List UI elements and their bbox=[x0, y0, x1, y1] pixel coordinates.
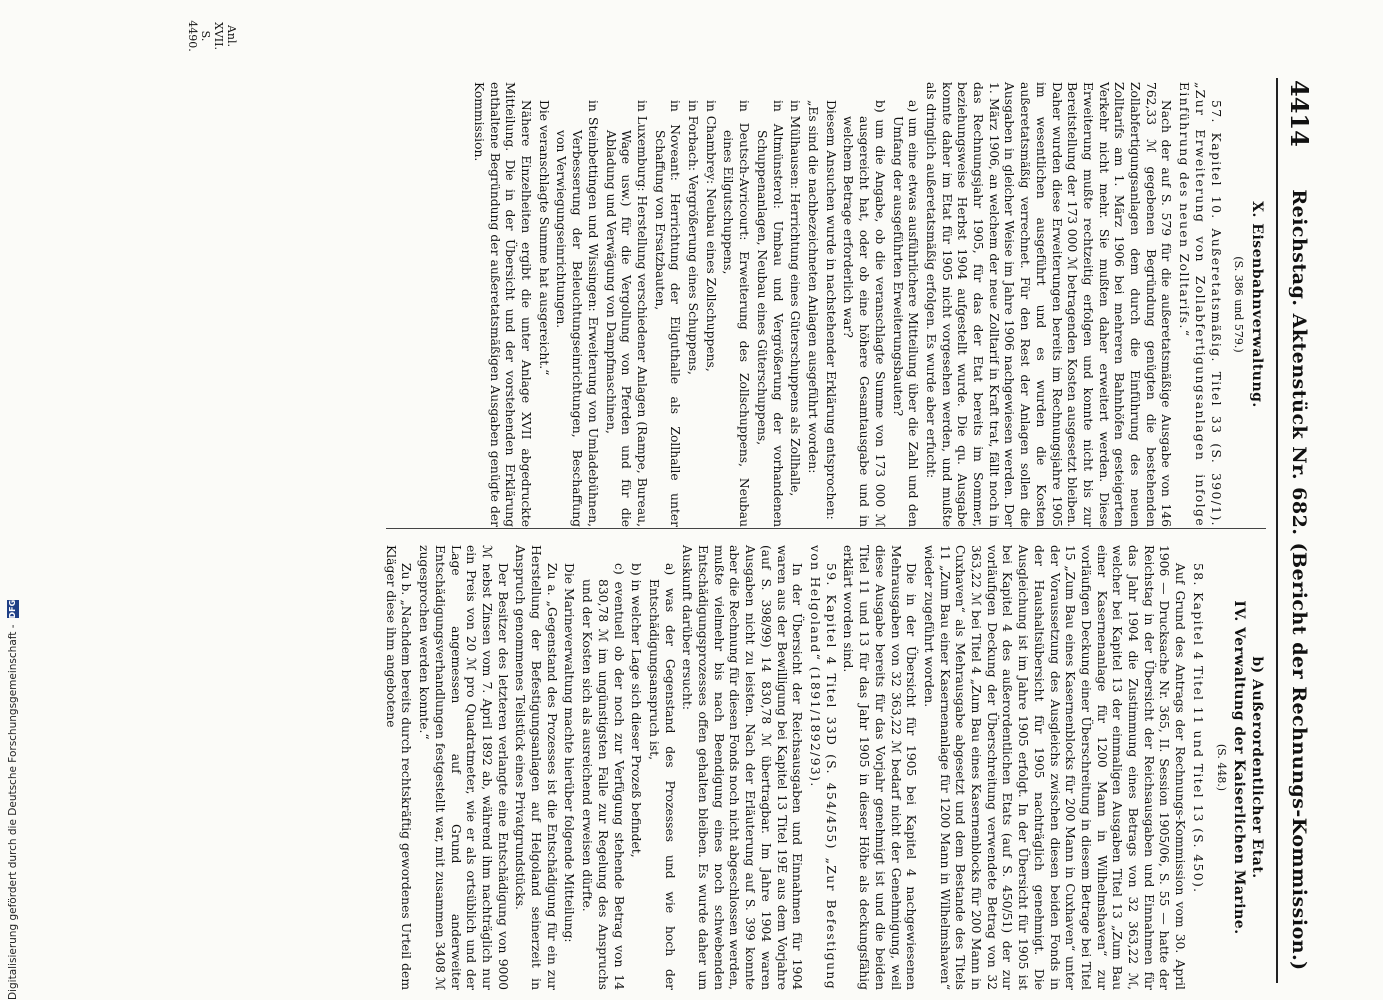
section-title-marine: IV. Verwaltung der Kaiserlichen Marine. bbox=[1231, 600, 1248, 935]
question-b: b) in welcher Lage sich dieser Prozeß befindet, bbox=[629, 563, 644, 858]
work-item: in Luxemburg: Herstellung verschiedener Anlagen (Rampe, Bureau, Wage usw.) für die Vergollung von Pferden und für die Abladung und Verwägung von Dampfmaschinen, bbox=[603, 100, 649, 527]
section-reference: (S. 386 und 579.) bbox=[1232, 256, 1246, 353]
request-b: b) um die Angabe, ob die veranschlagte Summe von 173 000 ℳ ausgereicht hat, oder ob eine höhere Gesamtausgabe und in welchem Betrage erforderlich war? bbox=[841, 100, 887, 527]
item-57-heading: 57. Kapitel 10. Außeretatsmäßig. Titel 33 (S. 390/1). „Zur Erweiterung von Zollabfertigungsanlagen infolge Einführung des neuen Zolltarifs.“ bbox=[1177, 82, 1223, 527]
rotated-page-content bbox=[18, 0, 1318, 1000]
section-reference: (S. 448.) bbox=[1214, 743, 1228, 792]
header-rule bbox=[1276, 78, 1278, 983]
work-item: in Deutsch-Avricourt: Erweiterung des Zollschuppens, Neubau eines Eilgutschuppens, bbox=[721, 100, 752, 527]
right-column bbox=[380, 545, 1266, 990]
work-item: in Steinbettingen und Wissingen: Erweiterung von Umladebühnen, Verbesserung der Beleuchtungseinrichtungen, Beschaffung von Verwiegungseinrichtungen. bbox=[554, 100, 600, 527]
request-a: a) um eine etwas ausführlichere Mitteilung über die Zahl und den Umfang der ausgeführten Erweiterungsbauten? bbox=[890, 100, 921, 527]
reply-quote-intro: „Es sind die nachbezeichneten Anlagen ausgeführt worden: bbox=[806, 100, 821, 474]
section-title-eisenbahn: X. Eisenbahnverwaltung. bbox=[1249, 201, 1265, 408]
dfg-logo: DFG bbox=[8, 599, 17, 619]
question-c: c) eventuell ob der noch zur Verfügung stehende Betrag von 14 830,78 ℳ im ungünstigsten Falle zur Regelung des Anspruchs und der Kosten sich als ausreichend erweisen dürfte. bbox=[580, 563, 626, 990]
column-divider bbox=[386, 528, 1266, 529]
answer-b: Zu b. „Nachdem bereits durch rechtskräftig gewordenes Urteil dem Kläger diese ihm angebotene bbox=[383, 545, 414, 990]
margin-note-anlage: Anl. XVII. S. 4490. bbox=[186, 20, 238, 52]
footer-text: Digitalisierung gefördert durch die Deutsche Forschungsgemeinschaft - bbox=[7, 624, 19, 1000]
item-59-heading: 59. Kapitel 4 Titel 33D (S. 454/455) „Zur Befestigung von Helgoland“ (1891/1892/93). bbox=[808, 545, 838, 990]
answer-a: Zu a. „Gegenstand des Prozesses ist die Entschädigung für ein zur Herstellung der Befestigungsanlagen auf Helgoland seinerzeit in Anspruch genommenes Teilstück eines Privatgrundstücks. bbox=[513, 545, 559, 990]
work-item: in Noveant: Herrichtung der Eilguthalle als Zollhalle unter Schaffung von Ersatzbauten, bbox=[652, 100, 683, 527]
work-item: in Forbach: Vergrößerung eines Schuppens, bbox=[686, 100, 701, 375]
item-58-body: Auf Grund des Antrags der Rechnungs-Kommission vom 30. April 1906 — Drucksache Nr. 365, II. Session 1905/06, S. 55 — hatte der Reichstag in der Übersicht der Reichsausgaben und Einnahmen für das Jahr 1904 die Zustimmung eines Betrags von 32 363,22 ℳ, welcher bei Kapitel 13 der einmaligen Ausgaben Titel 13 „Zum Bau einer Kasernenanlage für 1200 Mann in Wilhelmshaven“ zur vorläufigen Deckung einer Überschreitung in diesem Betrage bei Titel 15 „Zum Bau eines Kasernenblocks für 200 Mann in Cuxhaven“ unter der Voraussetzung des Ausgleichs zwischen diesen beiden Fonds in der Haushaltsübersicht für 1905 nachträglich genehmigt. Die Ausgleichung ist im Jahre 1905 erfolgt. In der Übersicht für 1905 ist bei Kapitel 4 des außerordentlichen Etats (auf S. 450/51) der zur vorläufigen Deckung der Überschreitung verwendete Betrag von 32 363,22 ℳ bei Titel 4 „Zum Bau eines Kasernenblocks für 200 Mann in Cuxhaven“ als Mehrausgabe abgesetzt und dem Bestande des Titels 11 „Zum Bau einer Kasernenanlage für 1200 Mann in Wilhelmshaven“ wieder zugeführt worden. bbox=[921, 545, 1188, 990]
answer-a-2: Der Besitzer des letzteren verlangte eine Entschädigung von 9000 ℳ nebst Zinsen vom 7. April 1892 ab, während ihm nachträglich nur ein Preis von 20 ℳ pro Quadratmeter, wie er als ortsüblich und der Lage angemessen auf Grund anderweiter Entschädigungsverhandlungen festgestellt war, mit zusammen 3408 ℳ zugesprochen werden konnte.“ bbox=[417, 545, 510, 990]
closing-paragraph: Nähere Einzelheiten ergibt die unter Anlage XVII abgedruckte Mitteilung. Die in der Übersicht und der vorstehenden Erklärung enthaltene Begründung der außeretatsmäßigen Ausgaben genügte der Kommission. bbox=[471, 82, 534, 527]
question-a: a) was der Gegenstand des Prozesses und wie hoch der Entschädigungsanspruch ist, bbox=[646, 563, 677, 990]
item-58-body-2: Die in der Übersicht für 1905 bei Kapitel 4 nachgewiesenen Mehrausgaben von 32 363,22 ℳ bedarf nicht der Genehmigung, weil diese Ausgabe bereits für das Vorjahr genehmigt ist und die beiden Titel 11 und 13 für das Jahr 1905 in dieser Höhe als deckungsfähig erklärt worden sind. bbox=[841, 545, 919, 990]
item-59-body: In der Übersicht der Reichsausgaben und Einnahmen für 1904 waren aus der Bewilligung bei Kapitel 13 Titel 19E aus dem Vorjahre (auf S. 398/99) 14 830,78 ℳ übertragbar. Im Jahre 1904 waren Ausgaben nicht zu leisten. Nach der Erläuterung auf S. 399 konnte aber die Rechnung für diesen Fonds noch nicht abgeschlossen werden, mußte vielmehr bis nach Beendigung eines noch schwebenden Entschädigungsprozesses offen gehalten bleiben. Es wurde daher um Auskunft darüber ersucht: bbox=[680, 545, 805, 990]
left-column bbox=[468, 82, 1266, 527]
work-item: in Mülhausen: Herrichtung eines Güterschuppens als Zollhalle, bbox=[788, 100, 803, 497]
navy-intro: Die Marineverwaltung machte hierüber folgende Mitteilung: bbox=[562, 563, 577, 943]
item-57-body: Nach der auf S. 579 für die außeretatsmäßige Ausgabe von 146 762,33 ℳ gegebenen Begründung genügten die bestehenden Zollabfertigungsanlagen dem durch die Einführung des neuen Zolltarifs am 1. März 1906 bei mehreren Bahnhöfen gesteigerten Verkehr nicht mehr. Sie mußten daher erweitert werden. Diese Erweiterung mußte rechtzeitig erfolgen und konnte nicht bis zur Bereitstellung der 173 000 ℳ betragenden Kosten ausgesetzt bleiben. Daher wurden diese Erweiterungen bereits im Rechnungsjahre 1905 im wesentlichen ausgeführt und es wurden die Kosten außeretatsmäßig verrechnet. Für den Rest der Anlagen sollen die Ausgaben in gleicher Weise im Jahre 1906 nachgewiesen werden. Der 1. März 1906, an welchem der neue Zolltarif in Kraft trat, fällt noch in das Rechnungsjahr 1905, für das der Etat bereits im Sommer, beziehungsweise Herbst 1904 aufgestellt wurde. Die qu. Ausgabe konnte daher im Etat für 1905 nicht vorgesehen werden, und mußte als dringlich außeretatsmäßig erfolgen. Es wurde aber erfucht: bbox=[923, 82, 1174, 527]
item-58-heading: 58. Kapitel 4 Titel 11 und Titel 13 (S. 450). bbox=[1190, 563, 1205, 894]
reply-intro: Diesem Ansuchen wurde in nachstehender Erklärung entsprochen: bbox=[823, 100, 838, 520]
subsection-title: b) Außerordentlicher Etat. bbox=[1249, 656, 1265, 879]
work-item: in Altmünsterol: Umbau und Vergrößerung der vorhandenen Schuppenanlagen, Neubau eines Güterschuppens, bbox=[754, 100, 785, 527]
running-head: Reichstag. Aktenstück Nr. 682. (Bericht der Rechnungs-Kommission.) bbox=[1288, 189, 1310, 971]
digitization-footer bbox=[6, 599, 20, 1000]
page-number: 4414 bbox=[1285, 80, 1314, 147]
work-item: in Chambrey: Neubau eines Zollschuppens, bbox=[703, 100, 718, 372]
sum-note: Die veranschlagte Summe hat ausgereicht.“ bbox=[536, 100, 551, 376]
page-header bbox=[1272, 0, 1318, 1000]
